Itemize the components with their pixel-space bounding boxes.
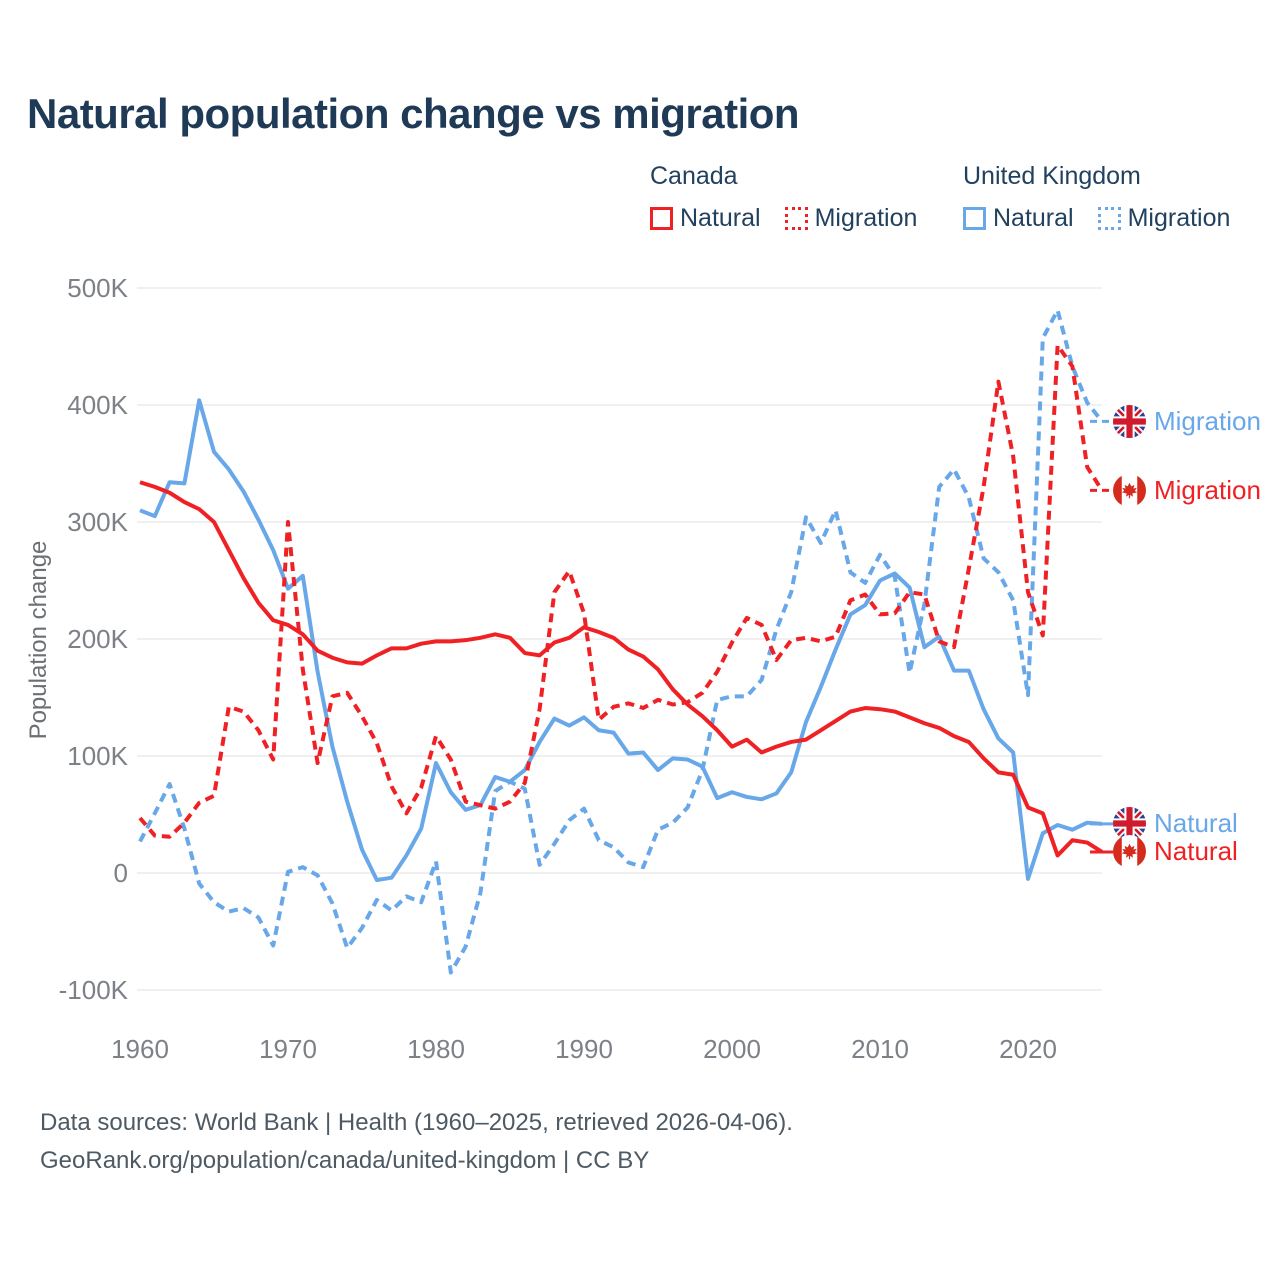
- series-end-label-text: Migration: [1154, 474, 1261, 505]
- legend-item-uk-migration[interactable]: [1098, 204, 1231, 233]
- legend-swatch-canada-natural: [650, 207, 673, 230]
- y-tick-label: 200K: [67, 624, 128, 654]
- legend-label-uk-natural: Natural: [993, 204, 1074, 232]
- series-line-canada-migration: [140, 345, 1102, 836]
- y-tick-label: 300K: [67, 507, 128, 537]
- series-end-label-text: Natural: [1154, 808, 1238, 839]
- x-tick-label: 2020: [999, 1034, 1057, 1064]
- y-tick-label: 500K: [67, 273, 128, 303]
- legend-country-canada: Canada: [650, 162, 738, 190]
- series-end-label-canada-natural: [1113, 835, 1238, 869]
- y-tick-label: 400K: [67, 390, 128, 420]
- canada-flag-icon: [1113, 474, 1146, 507]
- legend-swatch-uk-natural: [963, 207, 986, 230]
- y-axis-title: Population change: [25, 540, 52, 740]
- x-tick-label: 2010: [851, 1034, 909, 1064]
- x-tick-label: 1990: [555, 1034, 613, 1064]
- legend-item-canada-natural[interactable]: [650, 204, 761, 233]
- series-end-label-text: Migration: [1154, 405, 1261, 436]
- y-tick-label: -100K: [58, 975, 128, 1005]
- series-end-label-text: Natural: [1154, 836, 1238, 867]
- y-tick-label: 0: [113, 858, 128, 888]
- uk-flag-icon: [1113, 405, 1146, 438]
- footer-attribution: GeoRank.org/population/canada/united-kingdom | CC BY: [40, 1147, 650, 1174]
- series-end-label-canada-migration: [1113, 473, 1261, 507]
- legend-group-canada: [650, 162, 917, 233]
- legend-label-uk-migration: Migration: [1127, 204, 1231, 232]
- x-tick-label: 1980: [407, 1034, 465, 1064]
- legend-swatch-uk-migration: [1098, 207, 1121, 230]
- legend-country-united-kingdom: United Kingdom: [963, 162, 1141, 190]
- x-tick-label: 2000: [703, 1034, 761, 1064]
- chart-title: Natural population change vs migration: [27, 90, 800, 137]
- y-tick-label: 100K: [67, 741, 128, 771]
- x-tick-label: 1960: [111, 1034, 169, 1064]
- x-tick-label: 1970: [259, 1034, 317, 1064]
- legend-item-canada-migration[interactable]: [785, 204, 918, 233]
- legend-swatch-canada-migration: [785, 207, 808, 230]
- footer-data-sources: Data sources: World Bank | Health (1960–2025, retrieved 2026-04-06).: [40, 1109, 793, 1136]
- canada-flag-icon: [1113, 835, 1146, 868]
- series-end-label-uk-migration: [1113, 404, 1261, 438]
- legend-item-uk-natural[interactable]: [963, 204, 1074, 233]
- legend-label-canada-natural: Natural: [680, 204, 761, 232]
- legend-label-canada-migration: Migration: [814, 204, 918, 232]
- legend-group-united-kingdom: [963, 162, 1230, 233]
